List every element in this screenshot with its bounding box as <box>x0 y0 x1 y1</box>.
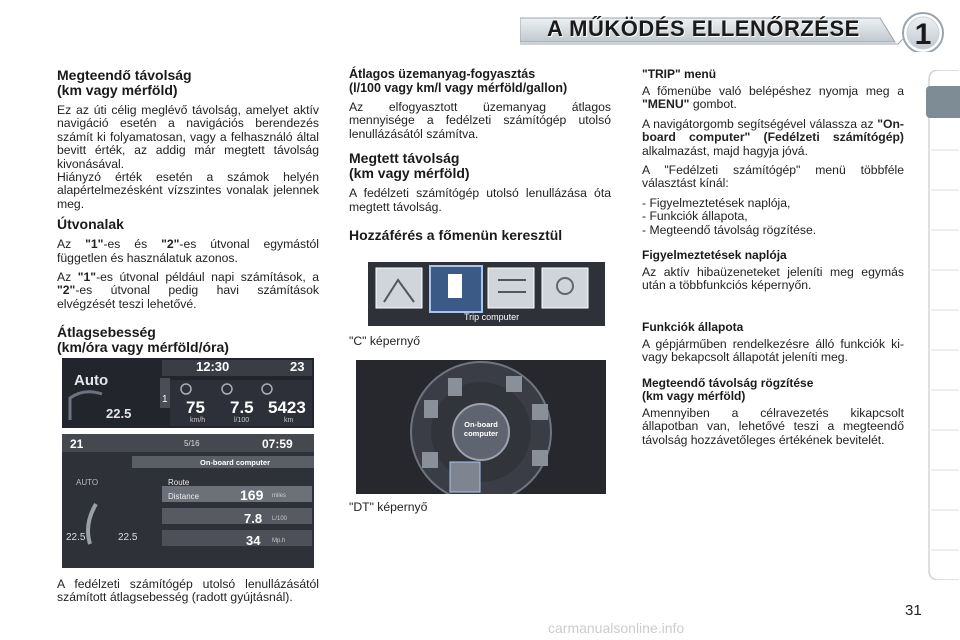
list-item: - Funkciók állapota, <box>642 210 904 223</box>
screen-dt-label: On-board computer <box>463 420 499 438</box>
section-title-distance-travelled: Megtett távolság (km vagy mérföld) <box>349 150 470 182</box>
trip-menu-text-1: A főmenübe való belépéshez nyomja meg a "MENU" gombot. <box>642 84 904 112</box>
display-2-graphic <box>62 434 314 568</box>
section-title-remaining-distance: Megteendő távolság (km vagy mérföld) <box>57 67 192 98</box>
display-2-row-2-label: Distance <box>168 492 200 501</box>
chapter-number: 1 <box>914 18 932 51</box>
trip-menu-text-3: A "Fedélzeti számítógép" menü többféle választást kínál: <box>642 163 904 191</box>
display-1-unit-3: km <box>284 417 294 424</box>
trip-menu-options <box>642 197 904 237</box>
page-title: A MŰKÖDÉS ELLENŐRZÉSE <box>547 16 860 41</box>
display-1-value-3: 5423 <box>268 398 306 417</box>
routes-text-2: Az "1"-es útvonal például napi számítások, a "2"-es útvonal pedig havi számítások elvégzését teszi lehetővé. <box>57 270 319 311</box>
display-2-header: On-board computer <box>200 458 271 467</box>
list-item: - Megteendő távolság rögzítése. <box>642 224 904 237</box>
section-title-trip-menu: "TRIP" menü <box>642 67 717 81</box>
display-1-unit-1: km/h <box>190 417 206 424</box>
section-title-main-menu-access: Hozzáférés a főmenün keresztül <box>349 227 563 244</box>
display-1-unit-2: l/100 <box>234 417 250 424</box>
display-1-route-num: 1 <box>162 394 168 405</box>
routes-text-1: Az "1"-es és "2"-es útvonal egymástól független és használatuk azonos. <box>57 237 319 265</box>
display-2-row-3-unit: L/100 <box>272 516 288 522</box>
section-title-routes: Útvonalak <box>57 216 124 233</box>
function-status-text: A gépjárműben rendelkezésre álló funkciók ki- vagy bekapcsolt állapotát jeleníti meg. <box>642 336 904 365</box>
column-2 <box>349 68 611 249</box>
page-number: 31 <box>905 602 922 619</box>
display-1-value-2: 7.5 <box>230 398 254 417</box>
display-2-date: 5/16 <box>184 439 200 448</box>
active-chapter-tab[interactable] <box>926 86 960 118</box>
display-2-temp: 21 <box>70 437 84 451</box>
display-2-row-1-label: Route <box>168 478 190 487</box>
screen-c <box>368 262 605 326</box>
warning-log-text: Az aktív hibaüzeneteket jeleníti meg egymás után a többfunkciós képernyőn. <box>642 265 904 293</box>
screen-dt-caption: "DT" képernyő <box>349 500 428 514</box>
screen-c-label: Trip computer <box>464 312 520 322</box>
screen-c-caption: "C" képernyő <box>349 334 420 348</box>
section-title-average-speed: Átlagsebesség (km/óra vagy mérföld/óra) <box>57 324 229 356</box>
enter-distance-text: Amennyiben a célravezetés kikapcsolt állapotban van, lehetővé teszi a megteendő távolság hozzávetőleges értékének bevitelét. <box>642 405 904 447</box>
display-2-row-2-unit: miles <box>272 493 287 499</box>
screen-dt <box>356 360 606 494</box>
display-2-time: 07:59 <box>262 437 293 451</box>
display-1-temp: 23 <box>290 359 305 374</box>
display-1-value-1: 75 <box>186 398 205 417</box>
display-1-time: 12:30 <box>196 359 230 374</box>
display-1-mode: Auto <box>74 372 109 389</box>
average-speed-caption: A fedélzeti számítógép utolsó lenullázásától számított átlagsebesség (radott gyújtásnál). <box>57 577 319 604</box>
display-2-row-4-value: 34 <box>246 533 261 548</box>
distance-travelled-text: A fedélzeti számítógép utolsó lenullázása óta megtett távolság. <box>349 186 611 214</box>
trip-menu-text-2: A navigátorgomb segítségével válassza az "On-board computer" (Fedélzeti számítógép) alkalmazást, majd hagyja jóvá. <box>642 116 904 158</box>
avg-consumption-text: Az elfogyasztott üzemanyag átlagos mennyisége a fedélzeti számítógép utolsó lenullázásától számítva. <box>349 100 611 141</box>
display-screenshot-1 <box>62 358 314 428</box>
list-item: - Figyelmeztetések naplója, <box>642 197 904 210</box>
display-1-temp2: 22.5 <box>106 406 132 421</box>
display-2-row-3-value: 7.8 <box>244 511 263 526</box>
remaining-distance-text: Ez az úti célig meglévő távolság, amelyet aktív navigáció esetén a navigációs berendezés számít ki folyamatosan, vagy a felhasználó által bevitt érték, az addig már megtett távolság kivonásával. <box>57 103 319 171</box>
display-2-row-4-unit: Mp.h <box>272 538 286 544</box>
chapter-tabs <box>925 70 960 580</box>
display-2-row-2-value: 169 <box>240 487 264 503</box>
footer-watermark: carmanualsonline.info <box>548 620 685 636</box>
display-screenshot-2 <box>62 434 314 568</box>
section-title-avg-consumption: Átlagos üzemanyag-fogyasztás (l/100 vagy km/l vagy mérföld/gallon) <box>349 67 568 95</box>
column-1 <box>57 68 319 361</box>
column-3 <box>642 68 904 453</box>
section-title-warning-log: Figyelmeztetések naplója <box>642 248 787 263</box>
display-2-temp-left: 22.5 <box>66 532 86 543</box>
section-title-function-status: Funkciók állapota <box>642 319 744 334</box>
remaining-distance-text-2: Hiányzó érték esetén a számok helyén alapértelmezésként vízszintes vonalak jelennek meg. <box>57 170 319 211</box>
section-title-enter-distance: Megteendő távolság rögzítése (km vagy mérföld) <box>642 375 814 403</box>
display-2-temp-right: 22.5 <box>118 532 138 543</box>
display-2-auto: AUTO <box>76 478 99 487</box>
